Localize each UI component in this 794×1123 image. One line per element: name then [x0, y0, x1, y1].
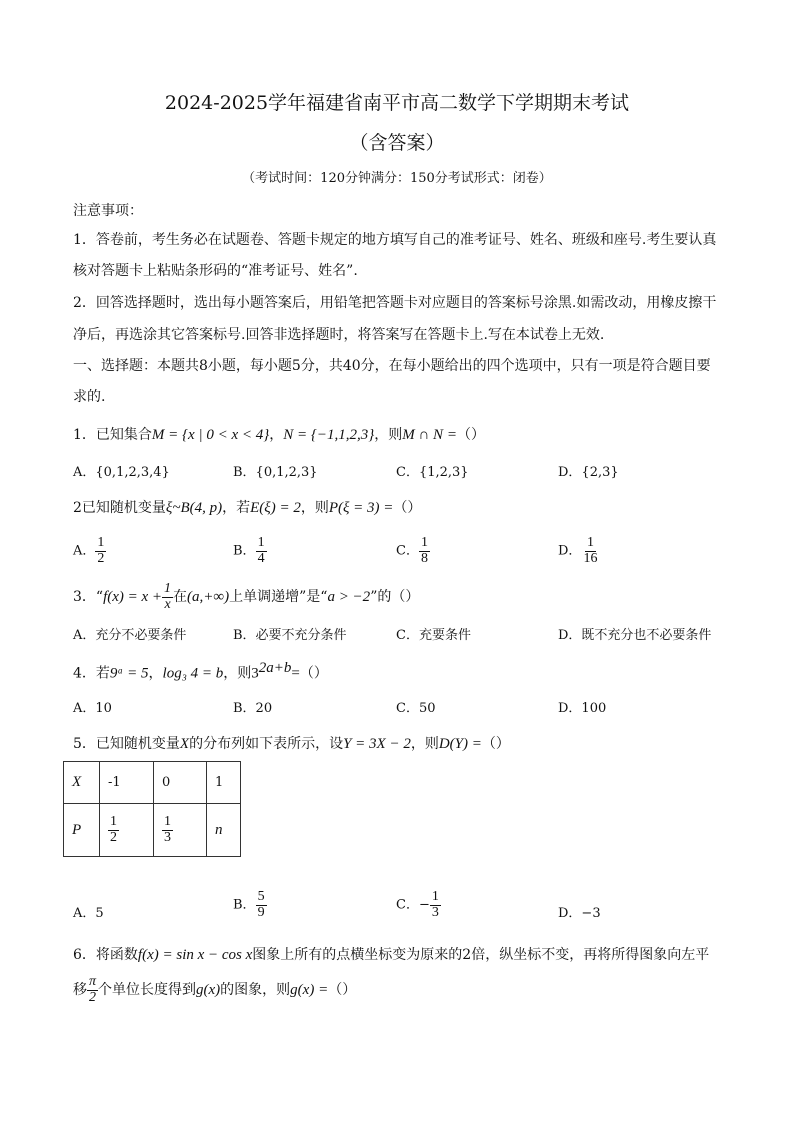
- q1-option-d[interactable]: D．{2,3}: [558, 465, 619, 480]
- q3-cond: a > −2: [327, 589, 371, 606]
- q4-option-a[interactable]: A．10: [73, 701, 112, 716]
- q4-prefix: 4．若: [73, 665, 110, 682]
- q3-interval: (a,+∞): [187, 589, 230, 606]
- q5-var: X: [179, 736, 190, 752]
- q4-mid: ，则: [223, 665, 252, 682]
- q6-mid: 图象上所有的点横坐标变为原来的2倍，纵坐标不变，再将所得图象向左平: [252, 947, 710, 963]
- question-6-line2: [73, 975, 356, 1005]
- q3-option-d[interactable]: D．既不充分也不必要条件: [558, 628, 712, 643]
- q4-expr-base: 3: [251, 665, 259, 682]
- numerator: 1: [97, 535, 105, 550]
- denominator: 3: [164, 829, 171, 845]
- page-title: 2024-2025学年福建省南平市高二数学下学期期末考试: [164, 92, 630, 114]
- q2-prefix: 2已知随机变量: [73, 500, 166, 516]
- table-cell: [154, 804, 207, 857]
- section1-line1: 一、选择题：本题共8小题，每小题5分，共40分，在每小题给出的四个选项中，只有一项是符合题目要: [73, 358, 711, 374]
- table-fraction: [162, 815, 173, 845]
- q3-in: 在: [173, 589, 188, 606]
- q5-option-b-fraction: [256, 890, 267, 920]
- q1-option-c[interactable]: C．{1,2,3}: [396, 465, 469, 480]
- section1-line2: 求的.: [73, 389, 106, 405]
- q5-eq: Y = 3X − 2: [343, 736, 411, 752]
- denominator: 2: [89, 989, 96, 1005]
- question-5: [73, 733, 510, 753]
- table-cell: P: [64, 804, 100, 857]
- q6-gx: g(x): [196, 982, 221, 999]
- q4-option-c[interactable]: C．50: [396, 701, 436, 716]
- notice-item1-line2: 核对答题卡上粘贴条形码的“准考证号、姓名”.: [73, 263, 358, 279]
- table-row: [64, 804, 241, 857]
- q1-set-n: N = {−1,1,2,3}: [283, 427, 375, 443]
- denominator: 4: [257, 550, 265, 566]
- denominator: 8: [420, 550, 428, 566]
- q3-fx: f(x) = x +: [103, 589, 163, 606]
- q6-line2-prefix: 移: [73, 982, 87, 999]
- q2-cond: E(ξ) = 2: [250, 500, 301, 516]
- q5-option-b[interactable]: [233, 890, 267, 920]
- q5-option-c[interactable]: [396, 890, 441, 920]
- q3-option-b[interactable]: B．必要不充分条件: [233, 628, 347, 643]
- q2-option-a[interactable]: [73, 536, 106, 566]
- numerator: 1: [586, 535, 594, 550]
- q2-dist: ξ~B(4, p): [165, 500, 223, 516]
- q5-option-b-label: B．: [233, 897, 256, 913]
- table-cell: 0: [154, 762, 207, 804]
- q5-mid: 的分布列如下表所示，设: [189, 736, 344, 752]
- q6-prefix: 6．将函数: [73, 947, 138, 963]
- q4-eq1: 9ᵃ = 5: [109, 665, 149, 682]
- numerator: 1: [164, 813, 171, 829]
- question-6-line1: [73, 944, 709, 964]
- table-cell: n: [207, 804, 241, 857]
- q1-tail: （）: [456, 427, 485, 443]
- numerator: 5: [257, 889, 265, 904]
- notice-heading: 注意事项：: [73, 203, 143, 219]
- numerator: 1: [431, 889, 439, 904]
- q5-prefix: 5．已知随机变量: [73, 736, 180, 752]
- q2-mid2: ，则: [300, 500, 329, 516]
- q4-option-b[interactable]: B．20: [233, 701, 273, 716]
- q4-option-d[interactable]: D．100: [558, 701, 607, 716]
- numerator: 1: [164, 581, 172, 596]
- distribution-table: [63, 761, 241, 857]
- q5-option-c-label: C．−: [396, 897, 430, 913]
- exam-info: （考试时间：120分钟满分：150分考试形式：闭卷）: [242, 171, 552, 186]
- q2-option-b-label: B．: [233, 543, 256, 559]
- question-4: [73, 660, 328, 683]
- question-3: [73, 582, 419, 612]
- q1-tail-pre: ，则: [374, 427, 403, 443]
- q6-line2-mid2: 的图象，则: [220, 982, 291, 999]
- q3-option-c[interactable]: C．充要条件: [396, 628, 471, 643]
- q6-fx: f(x) = sin x − cos x: [137, 947, 253, 963]
- numerator: 1: [420, 535, 428, 550]
- q3-prefix: 3．“: [73, 589, 104, 606]
- table-cell: 1: [207, 762, 241, 804]
- q4-expr-eq: =: [291, 665, 300, 682]
- notice-item2-line1: 2．回答选择题时，选出每小题答案后，用铅笔把答题卡对应题目的答案标号涂黑.如需改动，用橡皮擦干: [73, 295, 717, 311]
- q6-line2-mid: 个单位长度得到: [98, 982, 197, 999]
- q2-option-a-fraction: [95, 536, 106, 566]
- q2-option-d-label: D．: [558, 543, 582, 559]
- denominator: 2: [110, 829, 117, 845]
- q2-option-d-fraction: [581, 536, 599, 566]
- q6-expr: g(x) =: [290, 982, 329, 999]
- q2-option-a-label: A．: [73, 543, 96, 559]
- page-subtitle: （含答案）: [349, 132, 445, 154]
- q2-option-c-fraction: [419, 536, 430, 566]
- q1-option-a[interactable]: A．{0,1,2,3,4}: [73, 465, 170, 480]
- q2-option-b-fraction: [256, 536, 267, 566]
- q2-tail: （）: [393, 500, 422, 516]
- q5-tail: （）: [481, 736, 510, 752]
- q2-mid: ，若: [222, 500, 251, 516]
- table-row: [64, 762, 241, 804]
- numerator: 1: [257, 535, 265, 550]
- q5-option-d[interactable]: D．−3: [558, 906, 601, 921]
- notice-item1-line1: 1．答卷前，考生务必在试题卷、答题卡规定的地方填写自己的准考证号、姓名、班级和座号.考生要认真: [73, 232, 717, 248]
- q2-option-d[interactable]: [558, 536, 599, 566]
- denominator: x: [164, 596, 171, 612]
- question-1: [73, 424, 485, 444]
- q4-expr-exponent: 2a+b: [258, 660, 292, 676]
- q4-tail: （）: [299, 665, 328, 682]
- q3-tail: ”的（）: [370, 589, 420, 606]
- q5-mid2: ，则: [410, 736, 439, 752]
- q3-fraction: [162, 582, 173, 612]
- q6-tail: （）: [328, 982, 357, 999]
- q2-option-b[interactable]: [233, 536, 267, 566]
- q4-eq2: log₃ 4 = b: [162, 665, 224, 682]
- q1-option-b[interactable]: B．{0,1,2,3}: [233, 465, 318, 480]
- numerator: π: [89, 974, 97, 989]
- denominator: 2: [97, 550, 105, 566]
- q1-comma: ，: [269, 427, 284, 443]
- q3-mid: 上单调递增”是“: [229, 589, 328, 606]
- numerator: 1: [110, 813, 117, 829]
- q1-prefix: 1．已知集合: [73, 427, 152, 443]
- q1-set-m: M = {x | 0 < x < 4}: [151, 427, 270, 443]
- q2-expr: P(ξ = 3) =: [328, 500, 394, 516]
- denominator: 9: [257, 904, 265, 920]
- table-cell: [100, 804, 154, 857]
- q3-option-a[interactable]: A．充分不必要条件: [73, 628, 187, 643]
- question-2: [73, 497, 421, 517]
- q5-option-c-fraction: [430, 890, 441, 920]
- q5-option-a[interactable]: A．5: [73, 906, 104, 921]
- denominator: 16: [583, 550, 598, 566]
- table-fraction: [108, 815, 119, 845]
- q1-expr: M ∩ N =: [402, 427, 457, 443]
- table-cell: X: [64, 762, 100, 804]
- q2-option-c-label: C．: [396, 543, 419, 559]
- q4-comma: ，: [148, 665, 163, 682]
- q5-expr: D(Y) =: [438, 736, 482, 752]
- table-cell: -1: [100, 762, 154, 804]
- q2-option-c[interactable]: [396, 536, 430, 566]
- notice-item2-line2: 净后，再选涂其它答案标号.回答非选择题时，将答案写在答题卡上.写在本试卷上无效.: [73, 327, 605, 343]
- denominator: 3: [431, 904, 439, 920]
- q6-pi-fraction: [87, 975, 98, 1005]
